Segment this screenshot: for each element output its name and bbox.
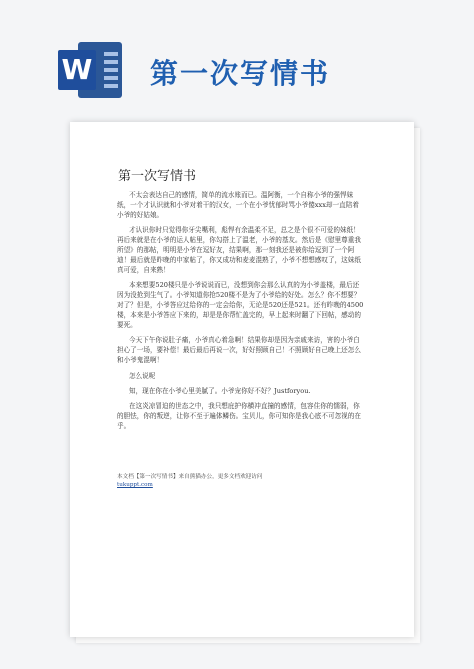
paragraph: 才认识你时只觉得你牙尖嘴利，彪悍有余温柔不足，总之是个很不可爱的妹纸！再后来就是在小爷的运人帖里，你勾搭上了温老，小爷的基友。然后是《慰里尊重我所望》的那帖，明明是小爷在逗好友，结果啊，那一刻我还是被你给逗到了一个阿迪！最后就是昨晚的申家帖了，你又成功和麦麦混熟了，小爷不想想感叹了，这妹纸真可爱，自来熟！ <box>117 226 361 274</box>
page-header <box>0 0 474 120</box>
word-icon-letter: W <box>58 50 96 90</box>
paragraph: 知，现在你在小爷心里美腻了。小爷宠你好不好？Justforyou. <box>129 386 311 395</box>
paragraph: 在这炎凉冒迫的世态之中，我只想庇护你横冲直撞的感情，包容住你的懦弱，你的胆怯，你的叛逆，让你不至于遍体鳞伤。宝贝儿，你可知你是我心底不可忽视的在乎。 <box>117 402 361 431</box>
footer-link[interactable]: tukuppt.com <box>117 482 153 488</box>
word-icon <box>58 42 122 98</box>
document-body <box>117 191 365 438</box>
document-footer <box>117 473 367 489</box>
document-title: 第一次写情书 <box>118 169 197 184</box>
paragraph: 今天下午你说肚子痛，小爷真心着急啊！结果你却是因为亲戚来访，害的小爷白担心了一场，要补偿！最后最后再说一次，好好照顾自己！不照顾好自己晚上还怎么和小爷鬼混啊！ <box>117 336 361 365</box>
footer-note-text: 本文档【第一次写情书】来自熊猫办公，更多文档欢迎访问 <box>117 474 263 480</box>
paragraph: 不太会表达自己的感情，简单的流水账而已。温阿衡，一个自称小爷的强悍妹纸，一个才认识就和小爷对着干的汉女，一个在小爷忧郁时骂小爷傻xxx却一直陪着小爷的好姑娘。 <box>117 191 359 219</box>
paragraph: 怎么说呢 <box>129 371 156 380</box>
header-title: 第一次写情书 <box>150 57 331 90</box>
paragraph: 本来想要520楼只是小爷说说而已，没想到你会那么认真的为小爷盖楼，最后还因为没抢到生气了。小爷知道你抢520楼不是为了小爷给的好处。怎么？你不想要？对了？但是，小爷答应过给你的一定会给你，无论是520还是521。还有昨晚的4500楼，本来是小爷答应下来的，却是是你帮忙盖完的，早上起来时翻了下回帖，感动的要死。 <box>117 281 364 329</box>
